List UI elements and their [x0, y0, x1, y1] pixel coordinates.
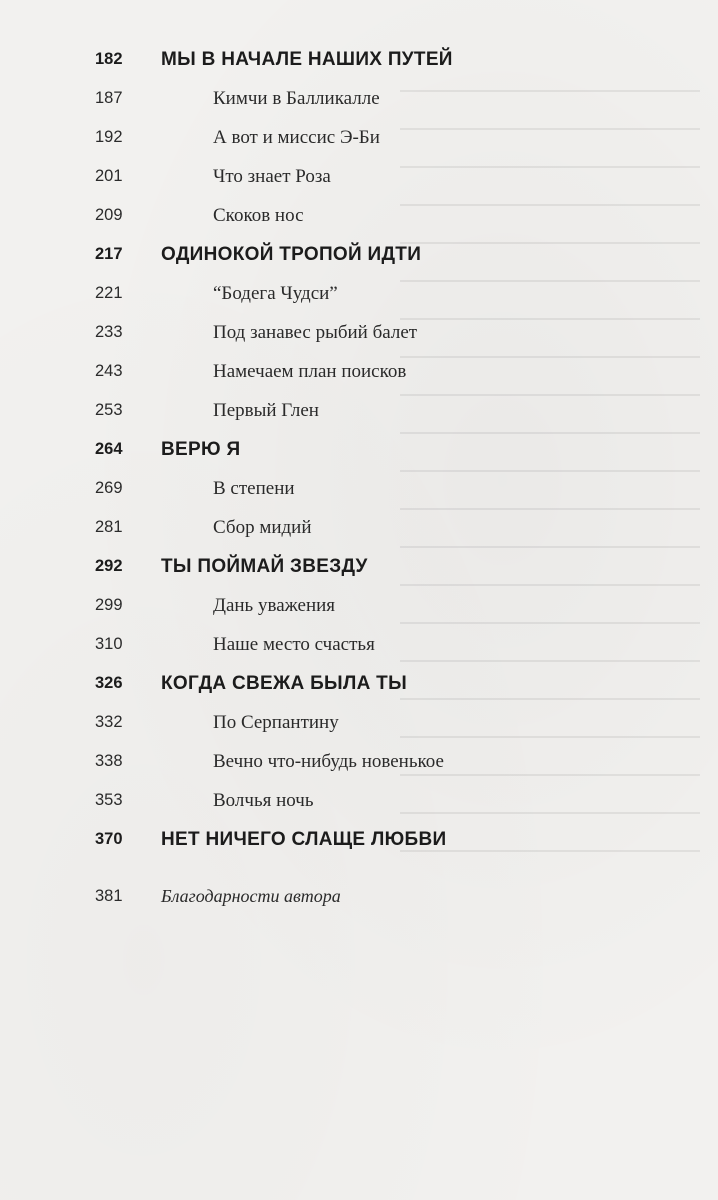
- chapter-title: По Серпантину: [213, 712, 339, 733]
- chapter-title: Наше место счастья: [213, 634, 375, 655]
- chapter-title: Первый Глен: [213, 400, 319, 421]
- toc-chapter-entry: [0, 79, 718, 118]
- page-number: 292: [95, 557, 123, 575]
- page-number: 264: [95, 440, 123, 458]
- toc-chapter-entry: [0, 196, 718, 235]
- chapter-title: Сбор мидий: [213, 517, 312, 538]
- toc-chapter-entry: [0, 586, 718, 625]
- acknowledgements-title: Благодарности автора: [161, 886, 341, 906]
- toc-chapter-entry: [0, 781, 718, 820]
- chapter-title: Вечно что-нибудь новенькое: [213, 751, 444, 772]
- page-number: 381: [95, 887, 123, 905]
- part-title: ТЫ ПОЙМАЙ ЗВЕЗДУ: [161, 556, 368, 577]
- toc-part-entry: [0, 40, 718, 79]
- page-number: 370: [95, 830, 123, 848]
- toc-acknowledgements-entry: [0, 877, 718, 916]
- page-number: 281: [95, 518, 123, 536]
- toc-chapter-entry: [0, 391, 718, 430]
- page-number: 187: [95, 89, 123, 107]
- page-number: 299: [95, 596, 123, 614]
- page-number: 326: [95, 674, 123, 692]
- page-number: 253: [95, 401, 123, 419]
- page-number: 332: [95, 713, 123, 731]
- page-number: 338: [95, 752, 123, 770]
- part-title: МЫ В НАЧАЛЕ НАШИХ ПУТЕЙ: [161, 49, 453, 70]
- toc-part-entry: [0, 664, 718, 703]
- chapter-title: Что знает Роза: [213, 166, 331, 187]
- toc-chapter-entry: [0, 118, 718, 157]
- part-title: ОДИНОКОЙ ТРОПОЙ ИДТИ: [161, 244, 422, 265]
- chapter-title: Дань уважения: [213, 595, 336, 616]
- page-number: 182: [95, 50, 123, 68]
- toc-chapter-entry: [0, 625, 718, 664]
- part-title: ВЕРЮ Я: [161, 439, 241, 460]
- table-of-contents: [0, 40, 718, 916]
- page-number: 233: [95, 323, 123, 341]
- toc-part-entry: [0, 547, 718, 586]
- toc-chapter-entry: [0, 742, 718, 781]
- toc-part-entry: [0, 820, 718, 859]
- toc-chapter-entry: [0, 313, 718, 352]
- page-number: 201: [95, 167, 123, 185]
- part-title: КОГДА СВЕЖА БЫЛА ТЫ: [161, 673, 407, 694]
- chapter-title: Намечаем план поисков: [213, 361, 407, 382]
- chapter-title: Кимчи в Балликалле: [213, 88, 380, 109]
- chapter-title: Под занавес рыбий балет: [213, 322, 418, 343]
- page-number: 269: [95, 479, 123, 497]
- page-number: 217: [95, 245, 123, 263]
- toc-chapter-entry: [0, 508, 718, 547]
- chapter-title: В степени: [213, 478, 295, 499]
- toc-chapter-entry: [0, 469, 718, 508]
- page-number: 221: [95, 284, 123, 302]
- page-number: 310: [95, 635, 123, 653]
- toc-chapter-entry: [0, 352, 718, 391]
- toc-part-entry: [0, 235, 718, 274]
- toc-chapter-entry: [0, 274, 718, 313]
- toc-chapter-entry: [0, 157, 718, 196]
- page-number: 192: [95, 128, 123, 146]
- chapter-title: “Бодега Чудси”: [213, 283, 338, 304]
- chapter-title: Скоков нос: [213, 205, 304, 226]
- page-number: 209: [95, 206, 123, 224]
- page-number: 353: [95, 791, 123, 809]
- chapter-title: Волчья ночь: [213, 790, 314, 811]
- chapter-title: А вот и миссис Э-Би: [213, 127, 380, 148]
- toc-part-entry: [0, 430, 718, 469]
- part-title: НЕТ НИЧЕГО СЛАЩЕ ЛЮБВИ: [161, 829, 447, 850]
- page-number: 243: [95, 362, 123, 380]
- toc-chapter-entry: [0, 703, 718, 742]
